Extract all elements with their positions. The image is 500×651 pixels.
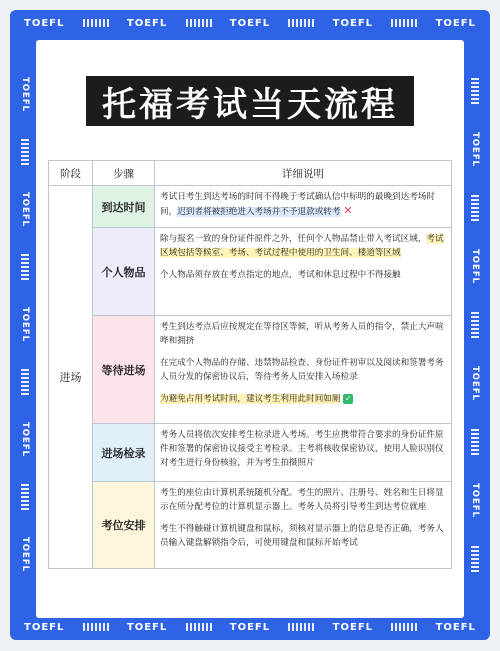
table-row — [49, 228, 452, 316]
table-row — [49, 482, 452, 569]
band-word: TOEFL — [20, 537, 30, 573]
band-word: TOEFL — [20, 307, 30, 343]
detail-text: 在完成个人物品的存储、违禁物品检查、身份证件初审以及阅读和签署考务人员分发的保密协议后，等待考务人员安排入场检录 — [160, 358, 444, 382]
band-word: TOEFL — [24, 17, 65, 29]
detail-text: 考生不得触碰计算机键盘和鼠标，须核对显示器上的信息是否正确，考务人员输入键盘解锁指令后，可使用键盘和鼠标开始考试 — [160, 524, 444, 548]
checker-pattern — [288, 19, 314, 27]
step-cell: 个人物品 — [93, 228, 155, 316]
band-word: TOEFL — [20, 422, 30, 458]
title-banner — [86, 76, 414, 126]
band-word: TOEFL — [24, 621, 65, 633]
checker-pattern — [186, 623, 212, 631]
detail-cell — [155, 316, 452, 424]
top-band — [24, 12, 476, 34]
x-mark-icon: ✕ — [343, 204, 353, 217]
detail-text: 除与报名一致的身份证件原件之外，任何个人物品禁止带入考试区域， — [160, 234, 427, 244]
detail-text: 考生的座位由计算机系统随机分配。考生的照片、注册号、姓名和生日将显示在所分配考位的计算机显示器上。考务人员将引导考生到达考位就座 — [160, 488, 444, 512]
band-word: TOEFL — [470, 365, 480, 402]
band-word: TOEFL — [20, 192, 30, 228]
band-word: TOEFL — [470, 248, 480, 285]
band-word: TOEFL — [20, 77, 30, 113]
checker-pattern — [21, 369, 29, 395]
band-word: TOEFL — [435, 17, 476, 29]
checker-pattern — [471, 312, 479, 338]
detail-highlight: 为避免占用考试时间，建议考生利用此时间如厕 — [160, 394, 341, 404]
stage-cell: 进场 — [49, 186, 93, 569]
checker-pattern — [21, 254, 29, 280]
header-stage: 阶段 — [49, 161, 93, 186]
checker-pattern — [471, 195, 479, 221]
band-word: TOEFL — [229, 17, 271, 29]
step-cell: 考位安排 — [93, 482, 155, 569]
checker-pattern — [186, 19, 212, 27]
step-cell: 到达时间 — [93, 186, 155, 228]
checker-pattern — [83, 19, 109, 27]
band-word: TOEFL — [332, 621, 374, 633]
checker-pattern — [288, 623, 314, 631]
step-cell: 进场检录 — [93, 424, 155, 482]
band-word: TOEFL — [126, 621, 168, 633]
band-word: TOEFL — [332, 17, 374, 29]
checker-pattern — [391, 19, 417, 27]
detail-cell — [155, 186, 452, 228]
check-icon: ✓ — [344, 393, 352, 403]
detail-highlight: 考试区域包括等候室、考场、考试过程中使用的卫生间、楼道等区域 — [160, 234, 444, 258]
band-word: TOEFL — [470, 482, 480, 519]
detail-cell: 考务人员将依次安排考生检录进入考场。考生应携带符合要求的身份证件原件和签署的保密协议接受主考检录。主考将核收保密协议，使用人脸识别仪对考生进行身份核验，并为考生拍摄照片 — [155, 424, 452, 482]
detail-cell — [155, 228, 452, 316]
band-word: TOEFL — [229, 621, 271, 633]
table-row — [49, 316, 452, 424]
checker-pattern — [471, 78, 479, 104]
checker-pattern — [391, 623, 417, 631]
detail-highlight: 迟到者将被拒绝进入考场并不予退款或转考 — [177, 207, 341, 217]
checker-pattern — [471, 546, 479, 572]
header-detail: 详细说明 — [155, 161, 452, 186]
checker-pattern — [83, 623, 109, 631]
page-title: 托福考试当天流程 — [102, 84, 398, 125]
step-cell: 等待进场 — [93, 316, 155, 424]
checker-pattern — [21, 139, 29, 165]
blue-frame — [10, 10, 490, 640]
band-word: TOEFL — [470, 131, 480, 168]
left-band — [14, 64, 36, 586]
process-table — [48, 160, 452, 569]
detail-text: 考试日考生到达考场的时间不得晚于考试确认信中标明的最晚到达考场时间， — [160, 192, 436, 217]
right-band — [464, 64, 486, 586]
bottom-band — [24, 616, 476, 638]
table-header-row — [49, 161, 452, 186]
checker-pattern — [21, 484, 29, 510]
table-row — [49, 186, 452, 228]
checker-pattern — [471, 429, 479, 455]
band-word: TOEFL — [435, 621, 476, 633]
content-card — [36, 40, 464, 618]
header-step: 步骤 — [93, 161, 155, 186]
table-row — [49, 424, 452, 482]
detail-text: 个人物品须存放在考点指定的地点，考试和休息过程中不得接触 — [160, 270, 401, 280]
detail-text: 考生到达考点后应按规定在等待区等候，听从考务人员的指令，禁止大声喧哗和拥挤 — [160, 322, 444, 346]
detail-cell — [155, 482, 452, 569]
band-word: TOEFL — [126, 17, 168, 29]
